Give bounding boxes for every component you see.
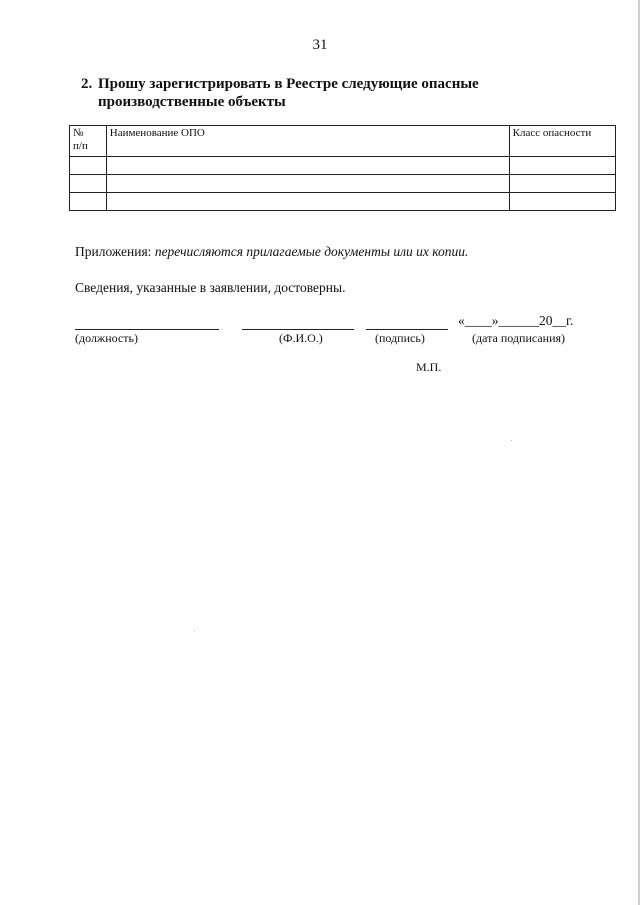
position-label: (должность) bbox=[75, 331, 138, 345]
name-label: (Ф.И.О.) bbox=[279, 331, 323, 345]
date-label: (дата подписания) bbox=[472, 331, 566, 345]
header-name: Наименование ОПО bbox=[106, 126, 509, 157]
table-row bbox=[70, 157, 616, 175]
signing-date-field: «____»______20__г. bbox=[458, 313, 574, 328]
table-cell-num bbox=[70, 193, 107, 211]
table-cell-hazard-class bbox=[509, 175, 615, 193]
table-row bbox=[70, 175, 616, 193]
table-cell-name bbox=[106, 175, 509, 193]
signature-label: (подпись) bbox=[375, 331, 425, 345]
section-number: 2. bbox=[81, 76, 93, 92]
header-num-line1: № bbox=[73, 127, 84, 139]
table-cell-name bbox=[106, 157, 509, 175]
confirmation-text: Сведения, указанные в заявлении, достоверны. bbox=[75, 280, 346, 295]
header-num-line2: п/п bbox=[73, 140, 88, 152]
table-cell-name bbox=[106, 193, 509, 211]
page-number: 31 bbox=[312, 37, 328, 53]
attachments-label: Приложения: bbox=[75, 244, 152, 259]
table-cell-hazard-class bbox=[509, 157, 615, 175]
scan-speck bbox=[194, 630, 195, 631]
section-title-line1: Прошу зарегистрировать в Реестре следующие опасные bbox=[98, 76, 479, 92]
table-cell-num bbox=[70, 157, 107, 175]
table-cell-num bbox=[70, 175, 107, 193]
header-hazard-class: Класс опасности bbox=[509, 126, 615, 157]
table-row bbox=[70, 193, 616, 211]
section-title-line2: производственные объекты bbox=[98, 94, 286, 110]
table-cell-hazard-class bbox=[509, 193, 615, 211]
attachments-note: перечисляются прилагаемые документы или их копии. bbox=[154, 244, 469, 259]
table-header-row bbox=[70, 126, 616, 157]
stamp-placeholder: М.П. bbox=[416, 360, 442, 374]
position-line bbox=[75, 329, 219, 330]
scan-speck bbox=[511, 440, 512, 441]
name-line bbox=[242, 329, 354, 330]
signature-line bbox=[366, 329, 448, 330]
header-num bbox=[70, 126, 107, 157]
attachments-line bbox=[75, 244, 468, 260]
opo-table bbox=[69, 125, 616, 211]
